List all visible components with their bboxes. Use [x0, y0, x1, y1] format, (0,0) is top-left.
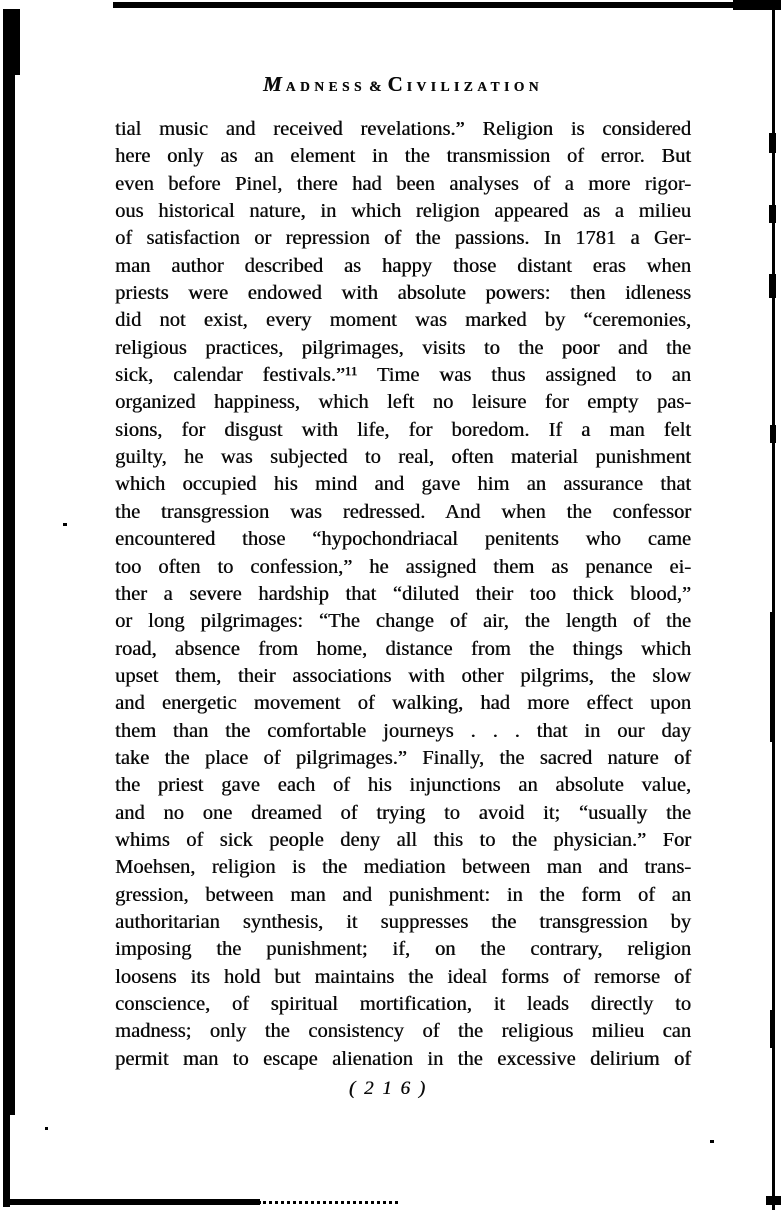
ampersand: & — [369, 79, 382, 95]
body-text-block — [115, 116, 691, 1073]
scan-edge-top — [113, 2, 781, 8]
body-text-line: permit man to escape alienation in the excessive delirium of — [115, 1047, 691, 1070]
body-text-line: tial music and received revelations.” Religion is considered — [115, 118, 691, 140]
body-text-line: too often to confession,” he assigned them as penance ei- — [115, 555, 691, 578]
body-text-line: take the place of pilgrimages.” Finally, the sacred nature of — [115, 746, 691, 769]
scan-edge-left-top — [3, 9, 20, 75]
body-text-line: here only as an element in the transmission of error. But — [115, 145, 691, 168]
running-head-word1: ADNESS — [285, 79, 366, 94]
body-text-line: or long pilgrimages: “The change of air, the length of the — [115, 610, 691, 633]
running-head-initial-c: C — [387, 72, 407, 96]
body-text-line: road, absence from home, distance from the things which — [115, 637, 691, 660]
scan-edge-bottom — [10, 1199, 260, 1205]
body-text-line: ther a severe hardship that “diluted their too thick blood,” — [115, 582, 691, 605]
scan-ink-blob — [769, 274, 776, 298]
body-text-line: and no one dreamed of trying to avoid it; “usually the — [115, 801, 691, 824]
body-text-line: encountered those “hypochondriacal penitents who came — [115, 528, 691, 551]
body-text-line: sick, calendar festivals.”¹¹ Time was thus assigned to an — [115, 364, 691, 387]
body-text-line: conscience, of spiritual mortification, it leads directly to — [115, 993, 691, 1015]
body-text-line: man author described as happy those distant eras when — [115, 254, 691, 277]
body-text-line: imposing the punishment; if, on the contrary, religion — [115, 938, 691, 961]
body-text-line: loosens its hold but maintains the ideal forms of remorse of — [115, 965, 691, 988]
body-text-line: did not exist, every moment was marked by “ceremonies, — [115, 309, 691, 332]
body-text-line: ous historical nature, in which religion appeared as a milieu — [115, 200, 691, 223]
body-text-line: the transgression was redressed. And when the confessor — [115, 500, 691, 523]
page-number: ( 2 1 6 ) — [348, 1078, 428, 1099]
scan-speck — [63, 523, 67, 526]
scan-speck — [710, 1140, 714, 1143]
scan-ink-blob — [770, 612, 775, 742]
running-head-word2: IVILIZATION — [406, 79, 543, 94]
body-text-line: religious practices, pilgrimages, visits to the poor and the — [115, 336, 691, 359]
scan-edge-bottom-dotted — [258, 1201, 398, 1204]
scan-ink-blob — [770, 1010, 775, 1048]
body-text-line: even before Pinel, there had been analyses of a more rigor- — [115, 172, 691, 195]
scan-ink-blob — [769, 205, 776, 223]
body-text-line: upset them, their associations with other pilgrims, the slow — [115, 664, 691, 687]
body-text-line: sions, for disgust with life, for boredom. If a man felt — [115, 418, 691, 441]
body-text-line: priests were endowed with absolute powers: then idleness — [115, 282, 691, 305]
body-text-line: the priest gave each of his injunctions an absolute value, — [115, 774, 691, 797]
scan-speck — [45, 1127, 48, 1130]
scan-ink-blob — [769, 133, 776, 153]
body-text-line: guilty, he was subjected to real, often material punishment — [115, 446, 691, 469]
body-text-line: which occupied his mind and gave him an assurance that — [115, 473, 691, 496]
scan-edge-left — [3, 75, 15, 1115]
scan-edge-bottom-right — [766, 1196, 781, 1205]
body-text-line: and energetic movement of walking, had more effect upon — [115, 692, 691, 715]
scan-edge-left-tail — [3, 1115, 10, 1207]
body-text-line: organized happiness, which left no leisure for empty pas- — [115, 391, 691, 414]
body-text-line: authoritarian synthesis, it suppresses the transgression by — [115, 910, 691, 933]
body-text-line: them than the comfortable journeys . . . that in our day — [115, 719, 691, 742]
body-text-line: whims of sick people deny all this to the physician.” For — [115, 828, 691, 851]
body-text-line: madness; only the consistency of the religious milieu can — [115, 1020, 691, 1043]
body-text-line: gression, between man and punishment: in the form of an — [115, 883, 691, 906]
body-text-line: Moehsen, religion is the mediation between man and trans- — [115, 856, 691, 879]
running-head-initial-m: M — [263, 72, 286, 96]
running-head — [115, 72, 691, 97]
body-text-line: of satisfaction or repression of the passions. In 1781 a Ger- — [115, 227, 691, 250]
scan-ink-blob — [770, 425, 776, 443]
